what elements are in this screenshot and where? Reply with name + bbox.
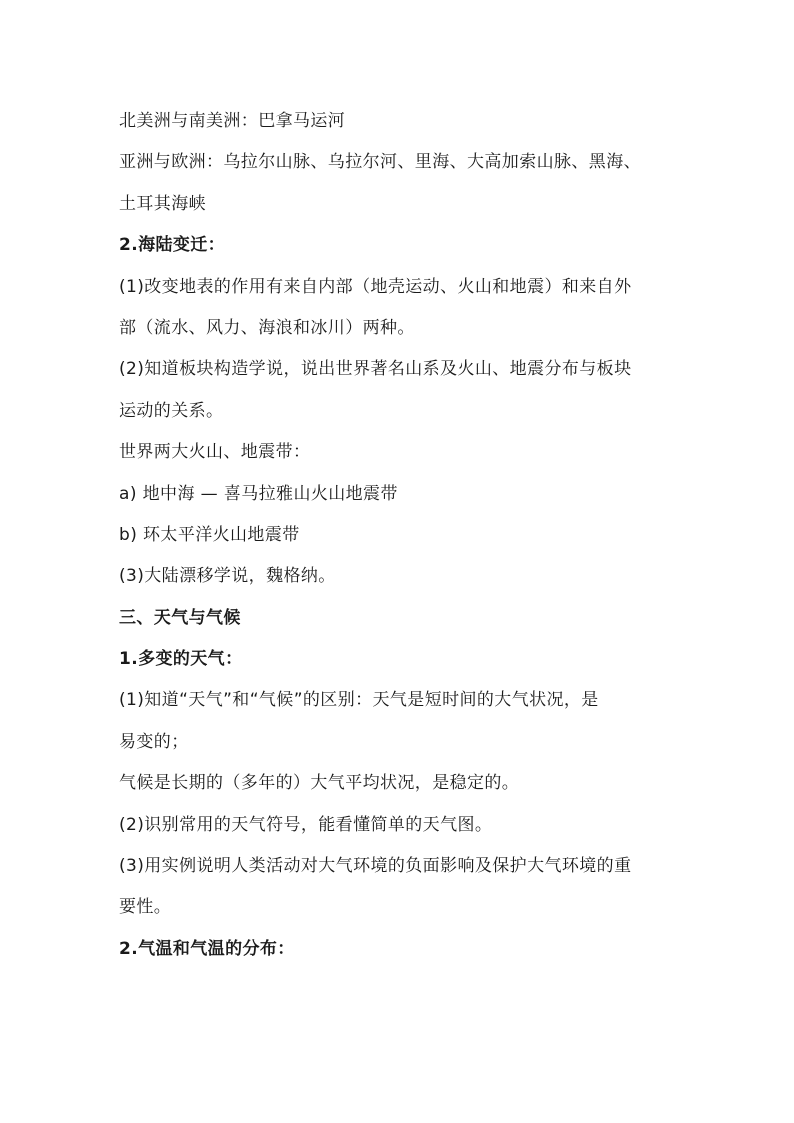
list-item: b) 环太平洋火山地震带 xyxy=(119,524,300,545)
chapter-heading: 三、天气与气候 xyxy=(119,607,241,628)
text-line: (1)知道“天气”和“气候”的区别：天气是短时间的大气状况，是 xyxy=(119,690,599,711)
text-line: 运动的关系。 xyxy=(119,400,224,421)
text-line: (2)识别常用的天气符号，能看懂简单的天气图。 xyxy=(119,814,493,835)
section-heading: 2.海陆变迁： xyxy=(119,235,226,256)
text-line: 要性。 xyxy=(119,897,172,918)
text-line: 世界两大火山、地震带： xyxy=(119,442,311,463)
text-line: 土耳其海峡 xyxy=(119,193,206,214)
text-line: 易变的； xyxy=(119,731,189,752)
list-item: a) 地中海 — 喜马拉雅山火山地震带 xyxy=(119,483,398,504)
section-heading: 2.气温和气温的分布： xyxy=(119,938,295,959)
text-line: 北美洲与南美洲：巴拿马运河 xyxy=(119,111,346,131)
text-line: (3)大陆漂移学说，魏格纳。 xyxy=(119,566,336,587)
document-body xyxy=(119,101,689,970)
text-line: (3)用实例说明人类活动对大气环境的负面影响及保护大气环境的重 xyxy=(119,856,632,877)
text-line: (2)知道板块构造学说，说出世界著名山系及火山、地震分布与板块 xyxy=(119,359,632,380)
text-line: 亚洲与欧洲：乌拉尔山脉、乌拉尔河、里海、大高加索山脉、黑海、 xyxy=(119,152,641,173)
text-line: (1)改变地表的作用有来自内部（地壳运动、火山和地震）和来自外 xyxy=(119,276,632,297)
section-heading: 1.多变的天气： xyxy=(119,649,243,670)
text-line: 气候是长期的（多年的）大气平均状况，是稳定的。 xyxy=(119,773,520,794)
text-line: 部（流水、风力、海浪和冰川）两种。 xyxy=(119,317,415,338)
